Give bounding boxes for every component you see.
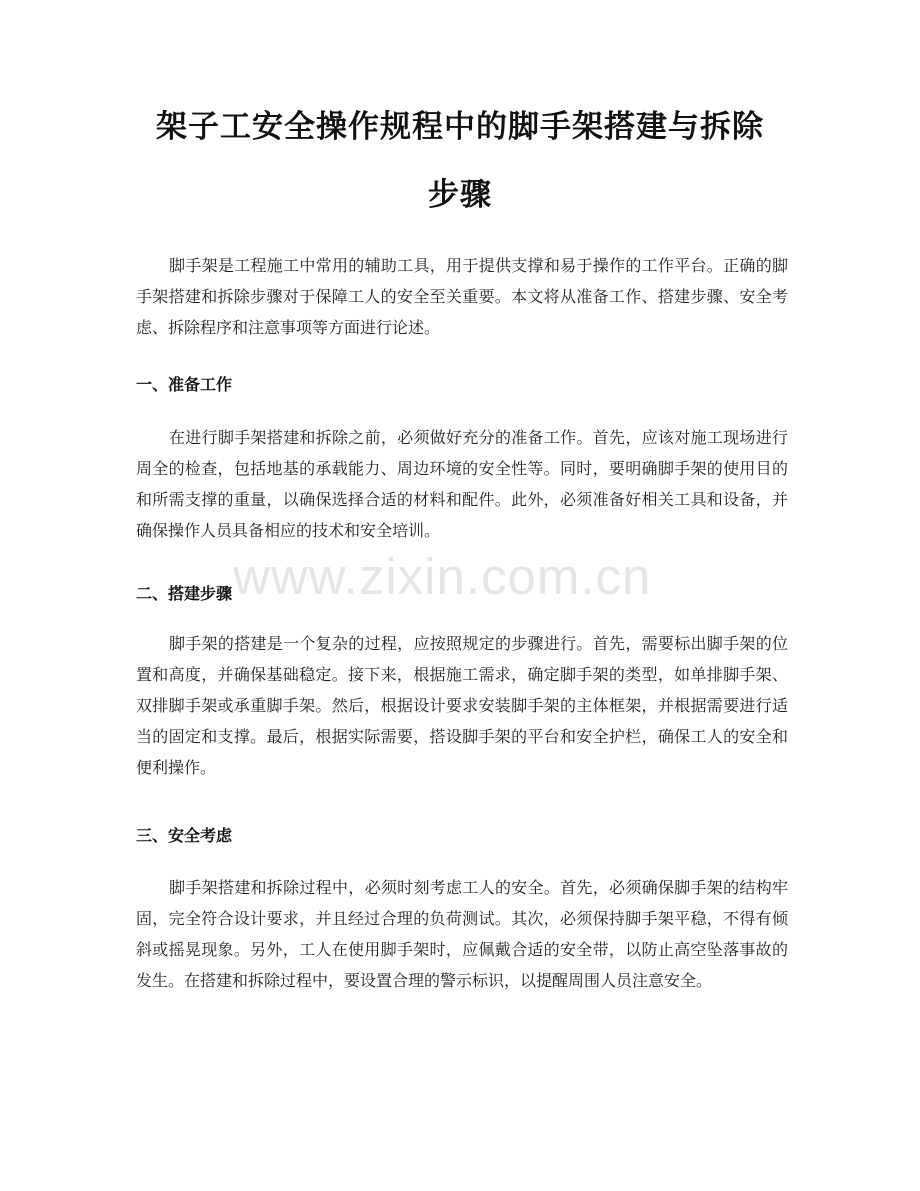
document-title-line-2: 步骤: [428, 177, 492, 213]
section-body-safety: 脚手架搭建和拆除过程中，必须时刻考虑工人的安全。首先，必须确保脚手架的结构牢固，完全符合设计要求，并且经过合理的负荷测试。其次，必须保持脚手架平稳，不得有倾斜或摇晃现象。另外，工人在使用脚手架时，应佩戴合适的安全带，以防止高空坠落事故的发生。在搭建和拆除过程中，要设置合理的警示标识，以提醒周围人员注意安全。: [136, 878, 788, 990]
section-heading-preparation: 一、准备工作: [136, 375, 233, 394]
intro-paragraph: 脚手架是工程施工中常用的辅助工具，用于提供支撑和易于操作的工作平台。正确的脚手架搭建和拆除步骤对于保障工人的安全至关重要。本文将从准备工作、搭建步骤、安全考虑、拆除程序和注意事项等方面进行论述。: [136, 256, 788, 337]
section-heading-safety: 三、安全考虑: [136, 826, 233, 845]
section-body-preparation: 在进行脚手架搭建和拆除之前，必须做好充分的准备工作。首先，应该对施工现场进行周全的检查，包括地基的承载能力、周边环境的安全性等。同时，要明确脚手架的使用目的和所需支撑的重量，以确保选择合适的材料和配件。此外，必须准备好相关工具和设备，并确保操作人员具备相应的技术和安全培训。: [136, 428, 788, 540]
section-heading-construction: 二、搭建步骤: [136, 584, 233, 603]
section-body-construction: 脚手架的搭建是一个复杂的过程，应按照规定的步骤进行。首先，需要标出脚手架的位置和高度，并确保基础稳定。接下来，根据施工需求，确定脚手架的类型，如单排脚手架、双排脚手架或承重脚手架。然后，根据设计要求安装脚手架的主体框架，并根据需要进行适当的固定和支撑。最后，根据实际需要，搭设脚手架的平台和安全护栏，确保工人的安全和便利操作。: [136, 634, 788, 777]
watermark-text: www.zixin.com.cn: [233, 548, 652, 605]
document-title-line-1: 架子工安全操作规程中的脚手架搭建与拆除: [156, 109, 764, 145]
